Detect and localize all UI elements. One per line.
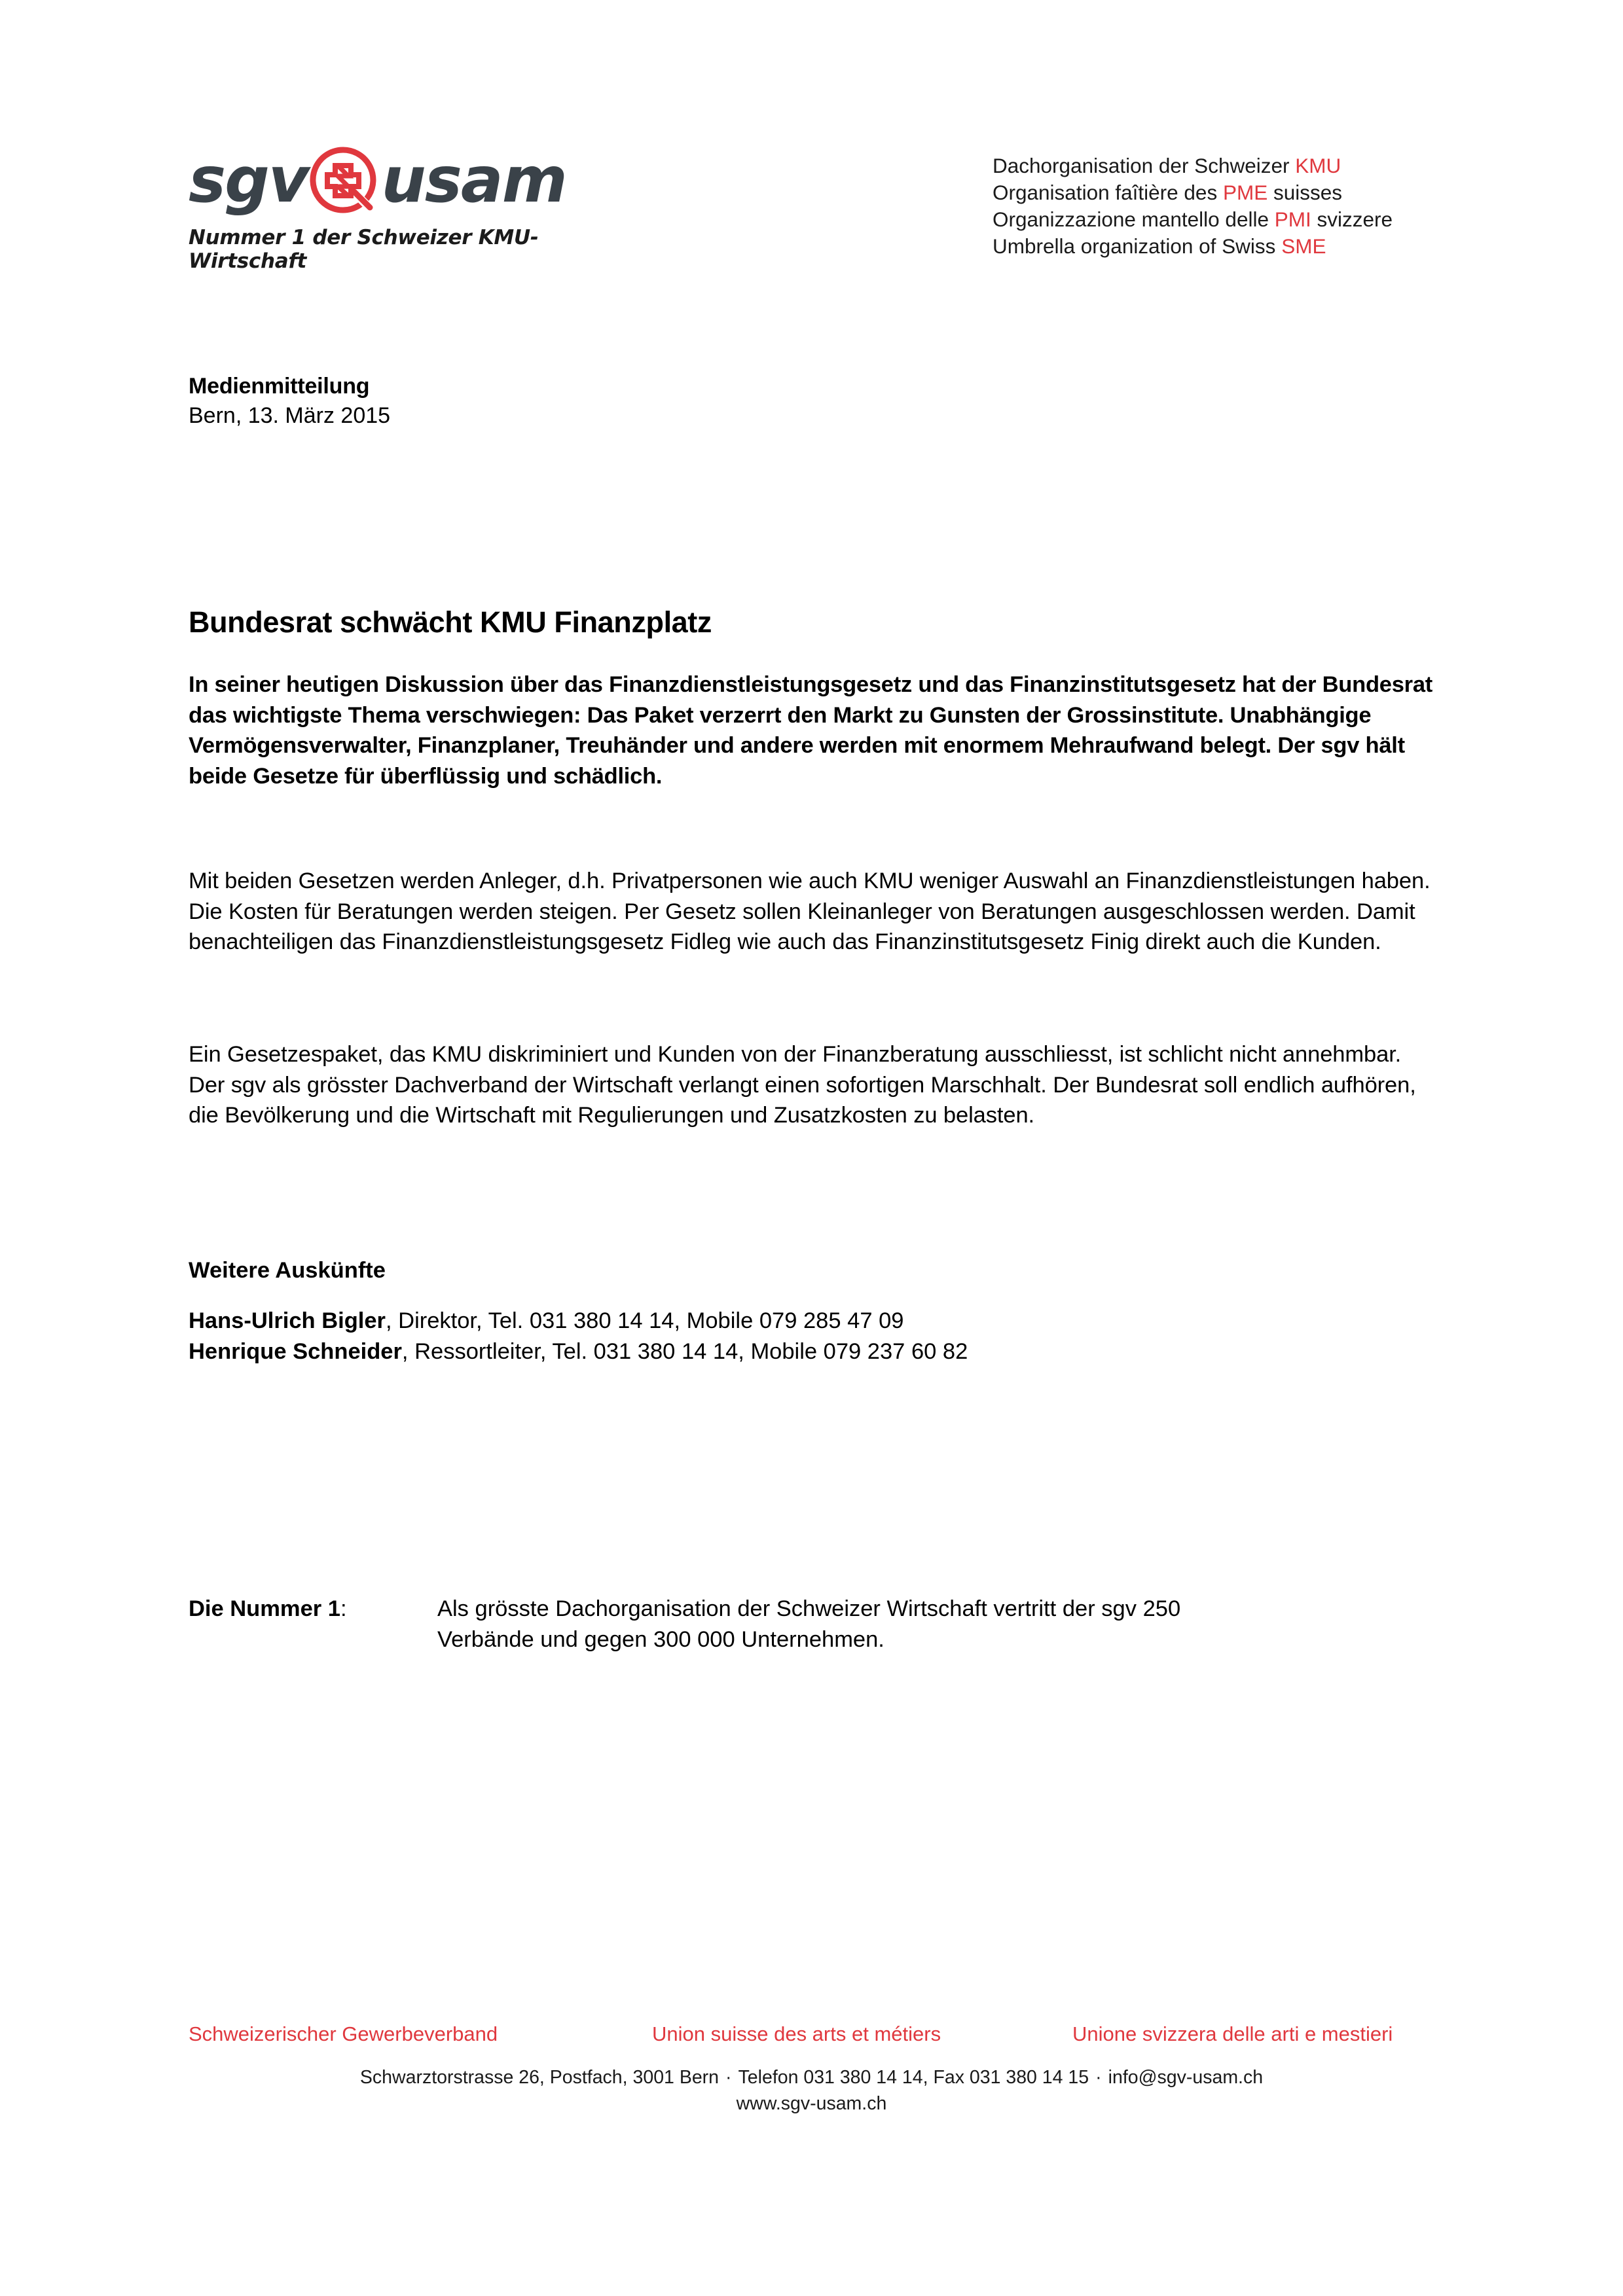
document-header xyxy=(0,141,1623,278)
footer-name-de: Schweizerischer Gewerbeverband xyxy=(189,2022,498,2045)
swiss-cross-plug-icon xyxy=(309,146,377,214)
header-lang-de-highlight: KMU xyxy=(1295,154,1341,177)
nummer-eins-label-text: Die Nummer 1 xyxy=(189,1596,340,1621)
contact-details: , Direktor, Tel. 031 380 14 14, Mobile 079 285 47 09 xyxy=(385,1308,904,1333)
nummer-eins-block xyxy=(189,1594,1302,1655)
footer-language-names xyxy=(0,2022,1623,2053)
contact-row xyxy=(189,1306,968,1336)
header-lang-fr-highlight: PME xyxy=(1222,181,1268,204)
header-language-lines xyxy=(993,152,1393,260)
nummer-eins-colon: : xyxy=(340,1596,347,1621)
footer-address-line-1 xyxy=(0,2064,1623,2090)
body-paragraph-2: Ein Gesetzespaket, das KMU diskriminiert und Kunden von der Finanzberatung ausschliesst, ist schlicht nicht annehmbar. Der sgv als grösster Dachverband der Wirtschaft verlangt einen sofortigen Marschhalt. Der Bundesrat soll endlich aufhören, die Bevölkerung und die Wirtschaft mit Regulierungen und Zusatzkosten zu belasten. xyxy=(189,1042,1416,1128)
footer-separator: · xyxy=(725,2067,732,2088)
footer-name-fr: Union suisse des arts et métiers xyxy=(652,2022,941,2045)
footer-name-it: Unione svizzera delle arti e mestieri xyxy=(1072,2022,1393,2045)
contact-name: Hans-Ulrich Bigler xyxy=(189,1308,386,1333)
place-and-date: Bern, 13. März 2015 xyxy=(189,403,391,428)
document-meta xyxy=(189,372,390,431)
header-lang-it-highlight: PMI xyxy=(1274,207,1311,231)
contacts-heading: Weitere Auskünfte xyxy=(189,1258,386,1283)
footer-phone-fax: Telefon 031 380 14 14, Fax 031 380 14 15 xyxy=(738,2067,1089,2088)
sgv-usam-logo xyxy=(189,141,594,273)
header-language-line-en xyxy=(993,233,1393,260)
page-title: Bundesrat schwächt KMU Finanzplatz xyxy=(189,605,712,639)
header-language-line-it xyxy=(993,206,1393,233)
header-language-line-de xyxy=(993,152,1393,179)
header-lang-fr-suffix: suisses xyxy=(1267,181,1343,204)
footer-street: Schwarztorstrasse 26, Postfach, 3001 Bern xyxy=(359,2067,720,2088)
body-paragraph-1: Mit beiden Gesetzen werden Anleger, d.h. Privatpersonen wie auch KMU weniger Auswahl an Finanzdienstleistungen haben. Die Kosten für Beratungen werden steigen. Per Gesetz sollen Kleinanleger von Beratungen ausgeschlossen werden. Damit benachteiligen das Finanzdienstleistungsgesetz Fidleg wie auch das Finanzinstitutsgesetz Finig direkt auch die Kunden. xyxy=(189,869,1431,954)
header-lang-de-prefix: Dachorganisation der Schweizer xyxy=(993,154,1296,177)
contact-details: , Ressortleiter, Tel. 031 380 14 14, Mobile 079 237 60 82 xyxy=(401,1338,968,1364)
header-lang-it-suffix: svizzere xyxy=(1311,207,1393,231)
contact-name: Henrique Schneider xyxy=(189,1338,402,1364)
nummer-eins-label xyxy=(189,1594,437,1624)
header-lang-it-prefix: Organizzazione mantello delle xyxy=(993,207,1275,231)
nummer-eins-text: Als grösste Dachorganisation der Schweizer Wirtschaft vertritt der sgv 250 Verbände und gegen 300 000 Unternehmen. xyxy=(437,1596,1181,1652)
document-footer xyxy=(0,2022,1623,2117)
footer-website: www.sgv-usam.ch xyxy=(736,2093,887,2114)
lead-paragraph: In seiner heutigen Diskussion über das Finanzdienstleistungsgesetz und das Finanzinstitutsgesetz hat der Bundesrat das wichtigste Thema verschwiegen: Das Paket verzerrt den Markt zu Gunsten der Grossinstitute. Unabhängige Vermögensverwalter, Finanzplaner, Treuhänder und andere werden mit enormem Mehraufwand belegt. Der sgv hält beide Gesetze für überflüssig und schädlich. xyxy=(189,672,1432,789)
header-lang-en-highlight: SME xyxy=(1281,234,1326,258)
contact-row xyxy=(189,1336,968,1367)
logo-text-usam: usam xyxy=(381,143,566,217)
footer-separator: · xyxy=(1095,2067,1102,2088)
contacts-list xyxy=(189,1306,968,1367)
footer-address-line-2 xyxy=(0,2090,1623,2117)
logo-tagline: Nummer 1 der Schweizer KMU-Wirtschaft xyxy=(189,226,539,273)
footer-email: info@sgv-usam.ch xyxy=(1108,2067,1264,2088)
header-language-line-fr xyxy=(993,179,1393,206)
header-lang-en-prefix: Umbrella organization of Swiss xyxy=(993,234,1282,258)
header-lang-fr-prefix: Organisation faîtière des xyxy=(993,181,1223,204)
footer-address xyxy=(0,2064,1623,2117)
logo-wordmark xyxy=(189,141,594,219)
document-type-label: Medienmitteilung xyxy=(189,374,370,399)
logo-text-sgv: sgv xyxy=(189,143,308,217)
